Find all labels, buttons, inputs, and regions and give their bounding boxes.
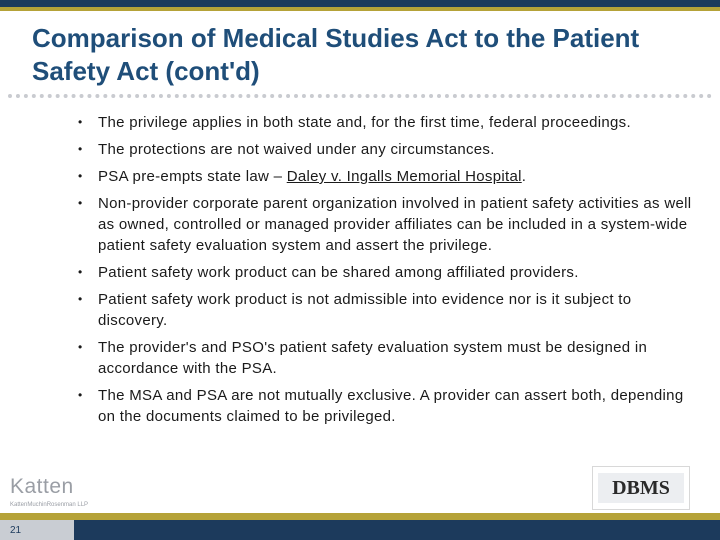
- dbms-logo-text: DBMS: [598, 473, 684, 503]
- bullet-dot: •: [78, 292, 83, 306]
- bullet-item: [78, 139, 698, 160]
- bullet-item: [78, 112, 698, 133]
- bullet-text: Patient safety work product is not admissible into evidence nor is it subject to discovery.: [98, 291, 632, 329]
- bottom-navy-bar: [74, 520, 720, 540]
- bullet-item: [78, 385, 698, 427]
- bullet-dot: •: [78, 115, 83, 129]
- top-navy-bar: [0, 0, 720, 7]
- bullet-text: The privilege applies in both state and, for the first time, federal proceedings.: [98, 114, 631, 131]
- top-gold-bar: [0, 7, 720, 11]
- bullet-dot: •: [78, 169, 83, 183]
- bullet-item: [78, 337, 698, 379]
- slide-title: Comparison of Medical Studies Act to the Patient Safety Act (cont'd): [32, 23, 640, 86]
- bullet-item: [78, 193, 698, 256]
- bullet-item: [78, 262, 698, 283]
- bullet-text: The MSA and PSA are not mutually exclusive. A provider can assert both, depending on the documents claimed to be privileged.: [98, 387, 684, 425]
- bullet-dot: •: [78, 265, 83, 279]
- case-citation-link[interactable]: Daley v. Ingalls Memorial Hospital: [286, 168, 522, 185]
- bullet-text: Non-provider corporate parent organization involved in patient safety activities as well as owned, controlled or managed provider affiliates can be included in a system-wide patient safety evaluation system and assert the privilege.: [98, 195, 692, 254]
- bullet-dot: •: [78, 142, 83, 156]
- bullet-dot: •: [78, 196, 83, 210]
- page-number: 21: [10, 525, 22, 536]
- bullet-text-prefix: PSA pre-empts state law –: [98, 168, 287, 185]
- bullet-item: [78, 166, 698, 187]
- dbms-logo: [592, 466, 690, 510]
- katten-logo: [10, 476, 105, 510]
- bullet-list: [78, 112, 698, 433]
- bullet-text-suffix: .: [521, 168, 527, 185]
- bullet-dot: •: [78, 340, 83, 354]
- bullet-text: Patient safety work product can be shared among affiliated providers.: [98, 264, 579, 281]
- katten-logo-word: Katten: [10, 475, 74, 498]
- bullet-item: [78, 289, 698, 331]
- katten-logo-subtitle: KattenMuchinRosenman LLP: [10, 502, 89, 508]
- title-divider: [8, 94, 712, 98]
- bullet-dot: •: [78, 388, 83, 402]
- page-number-box: [0, 520, 74, 540]
- bullet-text: The provider's and PSO's patient safety evaluation system must be designed in accordance with the PSA.: [98, 339, 648, 377]
- bullet-text: The protections are not waived under any circumstances.: [98, 141, 495, 158]
- bottom-gold-bar: [0, 513, 720, 520]
